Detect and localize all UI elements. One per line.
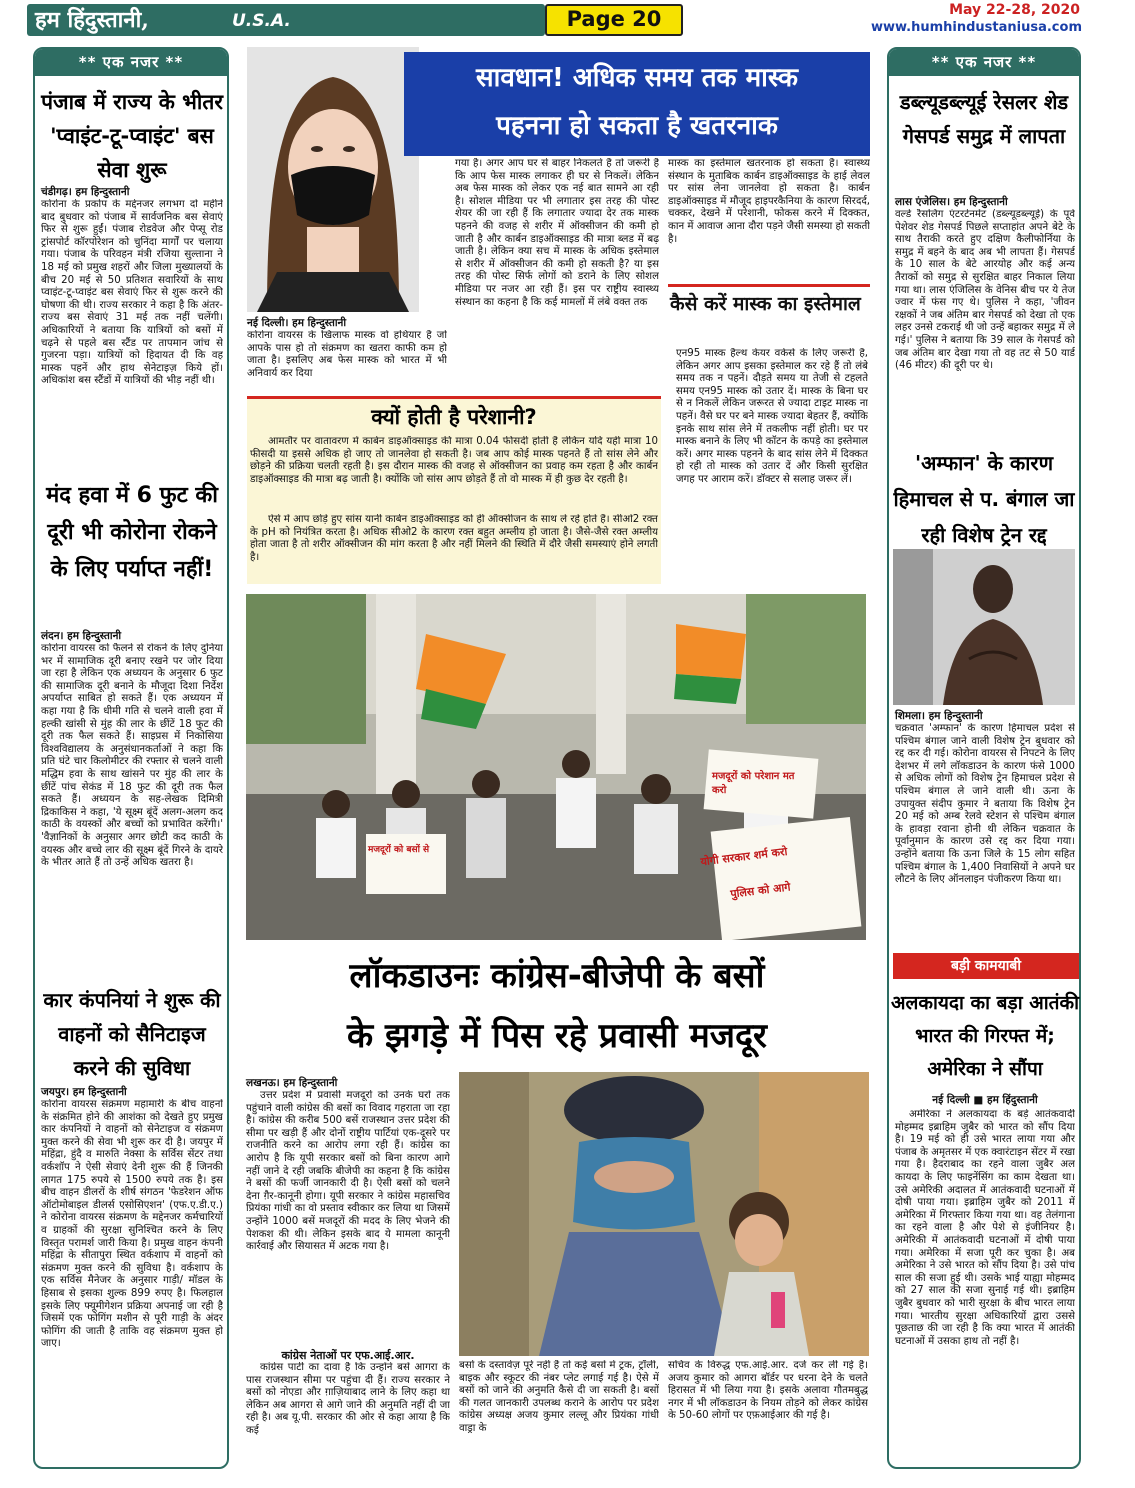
- wrestler-photo: [893, 549, 1075, 705]
- left-story2-headline: मंद हवा में 6 फुट की दूरी भी कोरोना रोकने के लिए पर्याप्त नहीं!: [46, 483, 218, 582]
- mask-woman-photo: [247, 47, 419, 312]
- left-story3-headline: कार कंपनियां ने शुरू की वाहनों को सैनिटाइज करने की सुविधा: [43, 988, 221, 1080]
- mask-col2: गया है। अगर आप घर से बाहर निकलते हैं तो जरूरी है कि आप फेस मास्क लगाकर ही घर से निकलें। लेकिन अब फेस मास्क को लेकर एक नई बात सामने आ रही है। सोशल मीडिया पर भी लगातार इस तरह की पोस्ट शेयर की जा रही हैं कि लगातार ज्यादा देर तक मास्क पहनने की वजह से शरीर में ऑक्सीजन की कमी हो जाती है और कार्बन डाइऑक्साइड की मात्रा ब्लड में बढ़ जाती है। लेकिन क्या सच में मास्क के अधिक इस्तेमाल से शरीर में ऑक्सीजन की कमी हो सकती है? या इस तरह की पोस्ट सिर्फ लोगों को डराने के लिए सोशल मीडिया पर नजर आ रही हैं। इस पर राष्ट्रीय स्वास्थ्य संस्थान का कहना है कि कई मामलों में लंबे वक्त तक: [455, 158, 659, 308]
- left-story3-dateline: जयपुर। हम हिन्दुस्तानी: [41, 1086, 127, 1098]
- left-story1-dateline: चंडीगढ़। हम हिन्दुस्तानी: [41, 186, 130, 198]
- right-sidebar-tab: ** एक नजर **: [889, 49, 1079, 76]
- left-story3-body: कोरोना वायरस संक्रमण महामारी के बीच वाहनों के संक्रमित होने की आशंका को देखते हुए प्रमुख कार कंपनियों ने वाहनों को सेनेटाइज व संक्रमण मुक्त करने की सेवा भी शुरू कर दी है। जयपुर में महिंद्रा, हुंदै व मारुति नेक्सा के सर्विस सेंटर तथा वर्कशॉप ने ऐसी सेवाएं देनी शुरू की हैं जिनकी लागत 175 रुपये से 1500 रुपये तक है। इस बीच वाहन डीलरों के शीर्ष संगठन 'फेडरेशन ऑफ ऑटोमोबाइल डीलर्स एसोसिएशन' (एफ.ए.डी.ए.) ने कोरोना वायरस संक्रमण के मद्देनजर कर्मचारियों व ग्राहकों की सुरक्षा सुनिश्चित करने के लिए विस्तृत परामर्श जारी किया है। प्रमुख वाहन कंपनी महिंद्रा के सीतापुरा स्थित वर्कशाप में वाहनों को संक्रमण मुक्त करने की सुविधा है। वर्कशाप के एक सर्विस मैनेजर के अनुसार गाड़ी/ मॉडल के हिसाब से इसका शुल्क 899 रुपए है। फिलहाल इसके लिए फ्यूमीगेशन प्रक्रिया अपनाई जा रही है जिसमें एक फोगिंग मशीन से पूरी गाड़ी के अंदर फोगिंग की जाती है ताकि वह संक्रमण मुक्त हो जाए।: [41, 1099, 223, 1350]
- masthead-title: हम हिंदुस्तानी,: [35, 7, 149, 33]
- howto-title: कैसे करें मास्क का इस्तेमाल: [670, 293, 861, 315]
- masthead-title-suffix: U.S.A.: [232, 11, 291, 31]
- mask-headline-line1: सावधान! अधिक समय तक मास्क: [476, 63, 798, 93]
- migrants-headline-line2: के झगड़े में पिस रहे प्रवासी मजदूर: [347, 1016, 767, 1056]
- website-link[interactable]: www.humhindustaniusa.com: [870, 20, 1082, 35]
- right-story2-dateline: शिमला। हम हिन्दुस्तानी: [895, 710, 983, 722]
- howto-divider: [668, 284, 870, 287]
- right-story1-headline: डब्ल्यूडब्ल्यूई रेसलर शेड गेसपर्ड समुद्र में लापता: [899, 90, 1069, 148]
- right-story2-headline: 'अम्फान' के कारण हिमाचल से प. बंगाल जा रही विशेष ट्रेन रद्द: [893, 451, 1075, 547]
- why-body1: आमतौर पर वातावरण में कार्बन डाइऑक्साइड की मात्रा 0.04 फीसदी होती है लेकिन यदि यही मात्रा 10 फीसदी या इससे अधिक हो जाए तो जानलेवा हो सकती है। जब आप कोई मास्क पहनते हैं तो सांस लेने और छोड़ने की प्रक्रिया चलती रहती है। इस दौरान मास्क की वजह से ऑक्सीजन का प्रवाह कम रहता है और कार्बन डाइऑक्साइड की मात्रा बढ़ जाती है। क्योंकि जो सांस आप छोड़ते हैं तो वो मास्क में ही कुछ देर रहती है।: [250, 436, 658, 485]
- right-story2-body: चक्रवात 'अम्फान' के कारण हिमाचल प्रदेश से पश्चिम बंगाल जाने वाली विशेष ट्रेन बुधवार को रद्द कर दी गई। कोरोना वायरस से निपटने के लिए देशभर में लगे लॉकडाउन के कारण फंसे 1000 से अधिक लोगों को विशेष ट्रेन हिमाचल प्रदेश से पश्चिम बंगाल ले जाने वाली थी। ऊना के उपायुक्त संदीप कुमार ने बताया कि विशेष ट्रेन 20 मई को अम्ब रेलवे स्टेशन से पश्चिम बंगाल के हावड़ा रवाना होनी थी लेकिन चक्रवात के पूर्वानुमान के कारण उसे रद्द कर दिया गया। उन्होंने बताया कि ऊना जिले के 15 लोग सहित पश्चिम बंगाल के 1,400 निवासियों ने अपने घर लौटने के लिए ऑनलाइन पंजीकरण किया था।: [895, 723, 1075, 886]
- right-story1-dateline: लास एंजेलिस। हम हिन्दुस्तानी: [895, 196, 1008, 208]
- page-number: Page 20: [566, 7, 662, 31]
- migrants-col3: सचिव के विरुद्ध एफ.आई.आर. दर्ज कर ली गई है। अजय कुमार को आगरा बॉर्डर पर धरना देने के चलते हिरासत में भी लिया गया है। इसके अलावा गौतमबुद्ध नगर में भी लॉकडाउन के नियम तोड़ने को लेकर कांग्रेस के 50-60 लोगों पर एफ़आईआर की गई है।: [668, 1360, 868, 1422]
- migrant-mother-photo: [459, 1072, 869, 1356]
- protest-sign-1: योगी सरकार शर्म करो: [699, 844, 789, 869]
- left-sidebar-tab: ** एक नजर **: [35, 49, 227, 76]
- right-sidebar: [887, 47, 1081, 1469]
- left-sidebar: [33, 47, 229, 1469]
- mask-headline-line2: पहनना हो सकता है खतरनाक: [496, 111, 778, 141]
- issue-date: May 22-28, 2020: [949, 2, 1080, 18]
- masthead: [0, 0, 1135, 40]
- howto-body: एन95 मास्क हैल्थ केयर वर्कर्स के लिए जरूरी है, लेकिन अगर आप इसका इस्तेमाल कर रहे हैं तो लंबे समय तक न पहनें। दौड़ते समय या तेजी से टहलते समय एन95 मास्क को उतार दें। मास्क के बिना घर से न निकलें लेकिन जरूरत से ज्यादा टाइट मास्क ना पहनें। वैसे घर पर बने मास्क ज्यादा बेहतर हैं, क्योंकि इनके साथ सांस लेने में तकलीफ नहीं होती। घर पर मास्क बनाने के लिए भी कॉटन के कपड़े का इस्तेमाल करें। अगर मास्क पहनने के बाद सांस लेने में दिक्कत हो रही तो मास्क को उतार दें और किसी सुरक्षित जगह पर आराम करें। डॉक्टर से सलाह जरूर लें।: [676, 348, 868, 485]
- left-story1-headline: पंजाब में राज्य के भीतर 'प्वाइंट-टू-प्वाइंट' बस सेवा शुरू: [41, 90, 223, 182]
- migrants-col2: बसों के दस्तावेज़ पूरे नहीं हैं तो कई बसों में ट्रक, ट्रॉली, बाइक और स्कूटर की नंबर प्लेट लगाई गई है। ऐसे में बसों को जाने की अनुमति कैसे दी जा सकती है। बसों की गलत जानकारी उपलब्ध कराने के आरोप पर प्रदेश कांग्रेस अध्यक्ष अजय कुमार लल्लू और प्रियंका गांधी वाड्रा के: [459, 1360, 659, 1434]
- right-story3-headline: अलकायदा का बड़ा आतंकी भारत की गिरफ्त में; अमेरिका ने सौंपा: [891, 992, 1079, 1080]
- right-story1-body: वर्ल्ड रैसलिंग एंटरटेनमेंट (डब्ल्यूडब्ल्यूई) के पूर्व पेशेवर शेड गेसपर्ड पिछले सप्ताहांत अपने बेटे के साथ तैराकी करते हुए दक्षिण कैलीफोर्निया के समुद्र में बहने के बाद अब भी लापता हैं। गेसपर्ड के 10 साल के बेटे आरयोह और कई अन्य तैराकों को समुद्र से सुरक्षित बाहर निकाल लिया गया था। लास एंजिलिस के वेनिस बीच पर ये तेज ज्वार में फंस गए थे। पुलिस ने कहा, 'जीवन रक्षकों ने जब अंतिम बार गेसपर्ड को देखा तो एक लहर उनसे टकराई थी जो उन्हें बहाकर समुद्र में ले गई।' पुलिस ने बताया कि 39 साल के गेसपर्ड को जब अंतिम बार देखा गया तो वह तट से 50 यार्ड (46 मीटर) की दूरी पर थे।: [895, 209, 1075, 372]
- right-story3-body: अमेरिका ने अलकायदा के बड़े आतंकवादी मोहम्मद इब्राहिम जुबैर को भारत को सौंप दिया है। 19 मई को ही उसे भारत लाया गया और पंजाब के अमृतसर में एक क्वारंटाइन सेंटर में रखा गया है। हैदराबाद का रहने वाला जुबैर अल कायदा के लिए फाइनेंसिंग का काम देखता था। उसे अमेरिकी अदालत में आतंकवादी घटनाओं में दोषी पाया गया। इब्राहिम जुबैर को 2011 में अमेरिका में गिरफ्तार किया गया था। वह तेलंगाना का रहने वाला है और पेशे से इंजीनियर है। अमेरिकी में आतंकवादी घटनाओं में दोषी पाया गया। अमेरिका में सजा पूरी कर चुका है। अब अमेरिका ने उसे भारत को सौंप दिया है। उसे पांच साल की सजा हुई थी। उसके भाई याह्या मोहम्मद को 27 साल की सजा सुनाई गई थी। इब्राहिम जुबैर बुधवार को भारी सुरक्षा के बीच भारत लाया गया। भारतीय सुरक्षा अधिकारियों द्वारा उससे पूछताछ की जा रही है कि क्या भारत में आतंकी घटनाओं में उसका हाथ तो नहीं है।: [895, 1109, 1075, 1347]
- migrants-dateline: लखनऊ। हम हिन्दुस्तानी: [246, 1077, 338, 1089]
- banner-text: बड़ी कामयाबी: [950, 958, 1022, 974]
- mask-col1: कोरोना वायरस के खिलाफ मास्क वो हथियार है जो आपके पास हो तो संक्रमण का खतरा काफी कम हो जाता है। इसलिए अब फेस मास्क को भारत में भी अनिवार्य कर दिया: [247, 330, 447, 379]
- protest-sign-4: पुलिस को आगे: [729, 880, 792, 901]
- protest-sign-2: मजदूरों को परेशान मत करो: [712, 771, 795, 796]
- migrants-col1a: उत्तर प्रदेश में प्रवासी मजदूरों को उनके घरों तक पहुंचाने वाली कांग्रेस की बसों का विवाद गहराता जा रहा है। कांग्रेस की करीब 500 बसें राजस्थान उत्तर प्रदेश की सीमा पर खड़ी हैं और दोनों राष्ट्रीय पार्टियां एक-दूसरे पर राजनीति करने का आरोप लगा रही हैं। कांग्रेस का आरोप है कि यूपी सरकार बसों को बिना कारण आगे नहीं जाने दे रही जबकि बीजेपी का कहना है कि कांग्रेस ने बसों की फर्जी जानकारी दी है। ऐसी बसों को चलने देना ग़ैर-कानूनी होगा। यूपी सरकार ने कांग्रेस महासचिव प्रियंका गांधी का वो प्रस्ताव स्वीकार कर लिया था जिसमें उन्होंने 1000 बसें मजदूरों की मदद के लिए भेजने की पेशकश की थी। लेकिन इसके बाद ये मामला कानूनी कार्रवाई और सियासत में अटक गया है।: [246, 1090, 450, 1253]
- left-story2-dateline: लंदन। हम हिन्दुस्तानी: [41, 630, 122, 642]
- mask-dateline: नई दिल्ली। हम हिन्दुस्तानी: [247, 317, 347, 329]
- why-body2: ऐसे में आप छोड़े हुए सांस यानी कार्बन डाइऑक्साइड को ही ऑक्सीजन के साथ ले रहे होते हैं। सीओ2 रक्त के pH को नियंत्रित करता है। अधिक सीओ2 के कारण रक्त बहुत अम्लीय हो जाता है। जैसे-जैसे रक्त अम्लीय होता जाता है तो शरीर ऑक्सीजन की मांग करता है और नहीं मिलने की स्थिति में दौरे जैसी समस्याएं होने लगती है।: [250, 514, 658, 563]
- protest-sign-3: मजदूरों को बसों से: [368, 845, 430, 855]
- migrants-subhead: कांग्रेस नेताओं पर एफ.आई.आर.: [281, 1349, 415, 1362]
- mask-col3: मास्क का इस्तेमाल खतरनाक हो सकता है। स्वास्थ्य संस्थान के मुताबिक कार्बन डाइऑक्साइड के हाई लेवल पर सांस लेना जानलेवा हो सकता है। कार्बन डाइऑक्साइड में मौजूद हाइपरकैनिया के कारण सिरदर्द, चक्कर, देखने में परेशानी, फोकस करने में दिक्कत, कान में आवाज आना दौरा पड़ने जैसी समस्या हो सकती है।: [668, 158, 870, 245]
- right-story3-dateline: नई दिल्ली ■ हम हिंदुस्तानी: [932, 1094, 1038, 1106]
- left-story2-body: कोरोना वायरस को फैलने से रोकने के लिए दुनिया भर में सामाजिक दूरी बनाए रखने पर जोर दिया जा रहा है लेकिन एक अध्ययन के अनुसार 6 फुट की सामाजिक दूरी बनाने के मौजूदा दिशा निर्देश अपर्याप्त साबित हो सकते हैं। एक अध्ययन में कहा गया है कि धीमी गति से चलने वाली हवा में हल्की खांसी से मुंह की लार के छींटें 18 फुट की दूरी तक फैल सकते हैं। साइप्रस में निकोसिया विश्वविद्यालय के अनुसंधानकर्ताओं ने कहा कि प्रति घंटे चार किलोमीटर की रफ्तार से चलने वाली मद्धिम हवा के साथ खांसने पर मुंह की लार के छींटें पांच सेकंड में 18 फुट की दूरी तक फैल सकते हैं। अध्ययन के सह-लेखक दिमित्री द्रिकाकिस ने कहा, 'ये सूक्ष्म बूंदें अलग-अलग कद काठी के वयस्कों और बच्चों को प्रभावित करेंगी।' 'वैज्ञानिकों के अनुसार अगर छोटी कद काठी के वयस्क और बच्चे लार की सूक्ष्म बूंदें गिरने के दायरे के भीतर आते हैं तो उन्हें अधिक खतरा है।: [41, 643, 223, 869]
- migrants-headline-line1: लॉकडाउनः कांग्रेस-बीजेपी के बसों: [349, 956, 765, 996]
- why-title: क्यों होती है परेशानी?: [371, 405, 537, 429]
- left-story1-body: कोरोना के प्रकोप के मद्देनजर लगभग दो महीने बाद बुधवार को पंजाब में सार्वजनिक बस सेवाएं फिर से शुरू हुईं। पंजाब रोडवेज और पेप्सू रोड ट्रांसपोर्ट कॉरपोरेशन को चुनिंदा मार्गों पर चलाया गया। पंजाब के परिवहन मंत्री रजिया सुल्ताना ने 18 मई को प्रमुख शहरों और जिला मुख्यालयों के बीच 20 मई से 50 प्रतिशत सवारियों के साथ प्वाइंट-टू-प्वाइंट बस सेवाएं फिर से शुरू करने की घोषणा की थी। राज्य सरकार ने कहा है कि अंतर-राज्य बस सेवाएं 31 मई तक नहीं चलेंगी। अधिकारियों ने बताया कि यात्रियों को बसों में चढ़ने से पहले बस स्टैंड पर तापमान जांच से गुजरना पड़ा। यात्रियों को हिदायत दी कि वह मास्क पहनें और हाथ सेनेटाइज़ किये हों। अधिकांश बस स्टैंडों में यात्रियों की भीड़ नहीं थी।: [41, 199, 223, 387]
- migrants-col1b: कांग्रेस पार्टी का दावा है कि उन्होंने बसें आगरा के पास राजस्थान सीमा पर पहुंचा दी हैं। राज्य सरकार ने बसों को नोएडा और ग़ाज़ियाबाद लाने के लिए कहा था लेकिन अब आगरा से आगे जाने की अनुमति नहीं दी जा रही है। अब यू.पी. सरकार की ओर से कहा आया है कि कई: [246, 1362, 450, 1436]
